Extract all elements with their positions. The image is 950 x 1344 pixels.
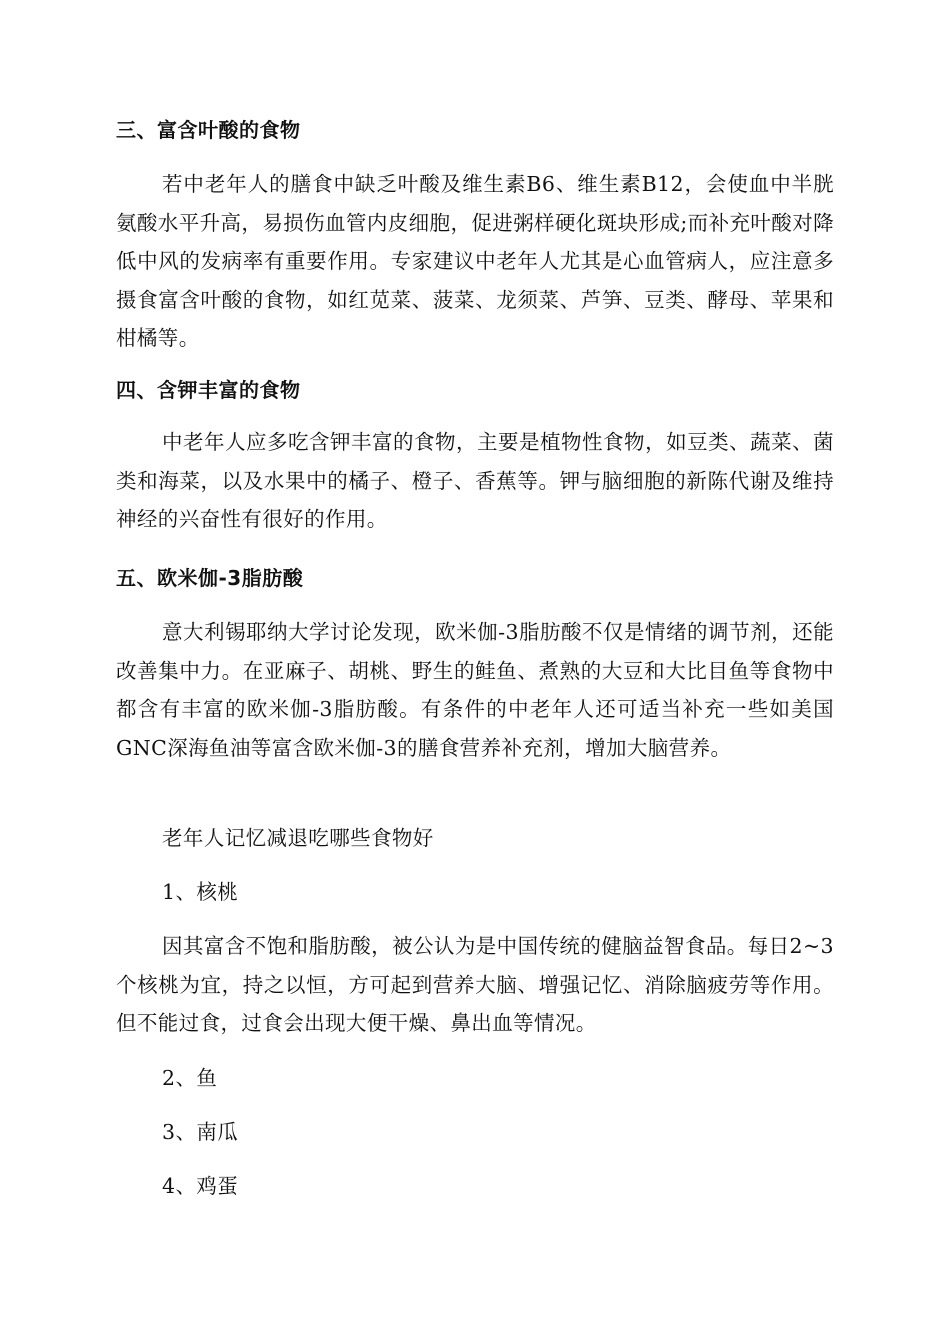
- list-item-walnut: 1、核桃: [162, 880, 239, 904]
- section-heading-omega3: 五、欧米伽-3脂肪酸: [116, 566, 304, 590]
- paragraph-folate: 若中老年人的膳食中缺乏叶酸及维生素B6、维生素B12，会使血中半胱氨酸水平升高，易损伤血管内皮细胞，促进粥样硬化斑块形成;而补充叶酸对降低中风的发病率有重要作用。专家建议中老年人尤其是心血管病人，应注意多摄食富含叶酸的食物，如红苋菜、菠菜、龙须菜、芦笋、豆类、酵母、苹果和柑橘等。: [116, 172, 834, 350]
- list-item-fish: 2、鱼: [162, 1066, 218, 1090]
- paragraph-potassium: 中老年人应多吃含钾丰富的食物，主要是植物性食物，如豆类、蔬菜、菌类和海菜，以及水果中的橘子、橙子、香蕉等。钾与脑细胞的新陈代谢及维持神经的兴奋性有很好的作用。: [116, 430, 834, 531]
- memory-section-title: 老年人记忆减退吃哪些食物好: [162, 826, 434, 850]
- section-heading-folate: 三、富含叶酸的食物: [116, 118, 301, 142]
- paragraph-walnut: 因其富含不饱和脂肪酸，被公认为是中国传统的健脑益智食品。每日2~3个核桃为宜，持之以恒，方可起到营养大脑、增强记忆、消除脑疲劳等作用。但不能过食，过食会出现大便干燥、鼻出血等情况。: [116, 934, 834, 1035]
- paragraph-omega3: 意大利锡耶纳大学讨论发现，欧米伽-3脂肪酸不仅是情绪的调节剂，还能改善集中力。在亚麻子、胡桃、野生的鲑鱼、煮熟的大豆和大比目鱼等食物中都含有丰富的欧米伽-3脂肪酸。有条件的中老年人还可适当补充一些如美国GNC深海鱼油等富含欧米伽-3的膳食营养补充剂，增加大脑营养。: [116, 620, 834, 760]
- list-item-egg: 4、鸡蛋: [162, 1174, 239, 1198]
- section-heading-potassium: 四、含钾丰富的食物: [116, 378, 301, 402]
- list-item-pumpkin: 3、南瓜: [162, 1120, 239, 1144]
